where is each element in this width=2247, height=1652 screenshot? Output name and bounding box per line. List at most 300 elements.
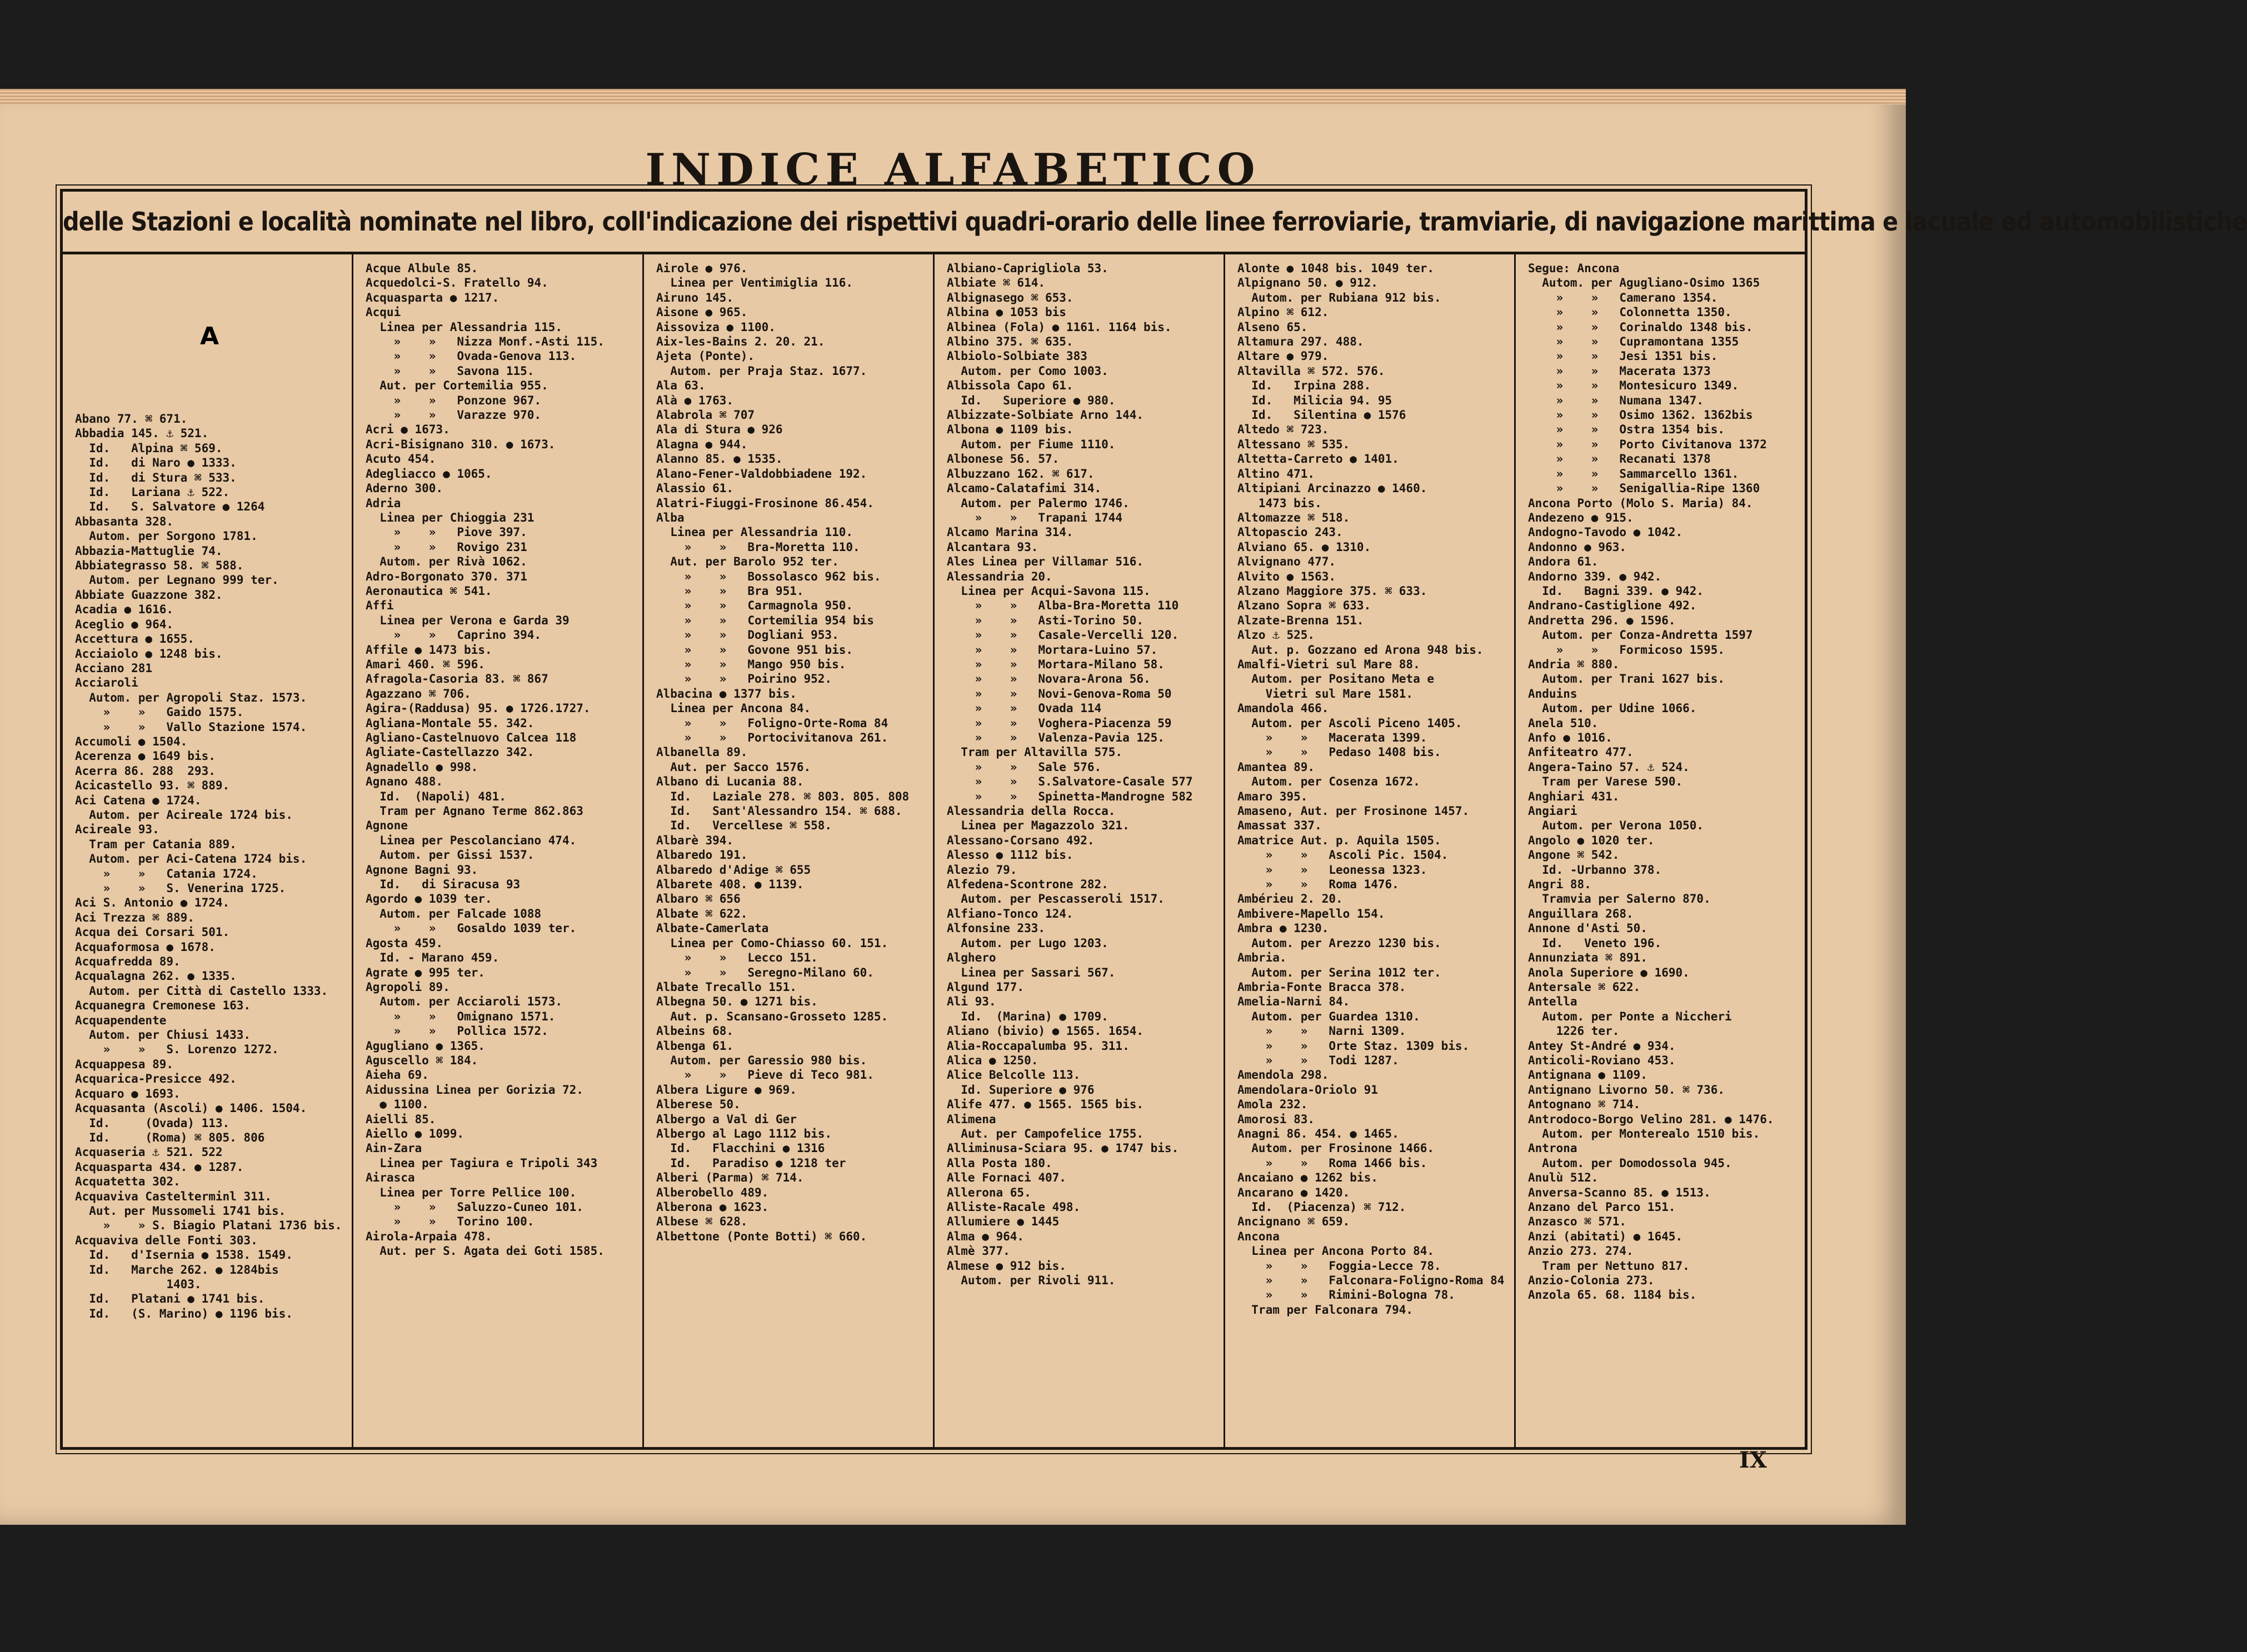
index-entry: Allumiere ● 1445 [947, 1215, 1060, 1229]
index-entry: Alcamo Marina 314. [947, 525, 1073, 539]
index-entry: Aci Catena ● 1724. [75, 793, 202, 807]
index-entry: » » Valenza-Pavia 125. [947, 731, 1165, 744]
index-entry: » » Spinetta-Mandrogne 582 [947, 789, 1193, 803]
index-entry: Agnadello ● 998. [366, 760, 478, 774]
index-entry: » » Rimini-Bologna 78. [1237, 1288, 1455, 1302]
index-entry: » » Varazze 970. [366, 408, 542, 422]
index-entry: » » Ovada 114 [947, 702, 1102, 715]
index-entry: Aiello ● 1099. [366, 1127, 465, 1140]
index-column-6 [1516, 254, 1805, 1447]
index-entry: Autom. per Serina 1012 ter. [1237, 965, 1441, 979]
index-entry: Ales Linea per Villamar 516. [947, 555, 1144, 569]
index-entry: Acadia ● 1616. [75, 603, 174, 617]
index-entry: Acqualagna 262. ● 1335. [75, 969, 237, 983]
index-entry: » » Leonessa 1323. [1237, 863, 1427, 877]
index-entry: Autom. per Rivoli 911. [947, 1274, 1116, 1288]
index-entry: Id. Sant'Alessandro 154. ⌘ 688. [656, 804, 902, 818]
index-entry: Id. (Marina) ● 1709. [947, 1009, 1108, 1023]
index-entry: Id. (Ovada) 113. [75, 1116, 230, 1130]
index-entry: » » Cupramontana 1355 [1528, 335, 1739, 349]
index-entry: Acquafredda 89. [75, 955, 181, 969]
index-entry: Agazzano ⌘ 706. [366, 687, 471, 700]
index-entry: Autom. per Acireale 1724 bis. [75, 808, 293, 822]
index-entry: » » Falconara-Foligno-Roma 84 [1237, 1274, 1505, 1288]
page-edge [0, 89, 1906, 104]
index-entry: Abbiategrasso 58. ⌘ 588. [75, 559, 244, 573]
index-entry: Aderno 300. [366, 482, 443, 495]
index-entry: Id. Laziale 278. ⌘ 803. 805. 808 [656, 789, 910, 803]
index-entry: » » Recanati 1378 [1528, 452, 1711, 466]
index-entry: Almese ● 912 bis. [947, 1259, 1066, 1273]
index-columns [63, 254, 1805, 1447]
index-entry: Autom. per Cosenza 1672. [1237, 775, 1420, 789]
index-entry: Autom. per Chiusi 1433. [75, 1028, 251, 1042]
index-entry: » » Torino 100. [366, 1215, 535, 1229]
index-entry: Vietri sul Mare 1581. [1237, 687, 1414, 700]
index-entry: Aut. per Campofelice 1755. [947, 1127, 1144, 1140]
index-entry: » » S. Lorenzo 1272. [75, 1043, 279, 1057]
index-entry: Acque Albule 85. [366, 262, 478, 275]
index-entry: Anzi (abitati) ● 1645. [1528, 1229, 1683, 1243]
index-entry: Albate-Camerlata [656, 922, 769, 935]
index-entry: Linea per Sassari 567. [947, 965, 1116, 979]
index-entry: Affile ● 1473 bis. [366, 643, 492, 657]
index-entry: Airuno 145. [656, 291, 734, 304]
index-entry: » » Novara-Arona 56. [947, 672, 1151, 686]
index-entry: Aut. per Mussomeli 1741 bis. [75, 1204, 286, 1218]
index-entry: Alassio 61. [656, 482, 734, 495]
index-entry: Alonte ● 1048 bis. 1049 ter. [1237, 262, 1435, 275]
index-entry: Anagni 86. 454. ● 1465. [1237, 1127, 1399, 1140]
index-entry: Alvito ● 1563. [1237, 569, 1336, 583]
index-entry: Linea per Alessandria 115. [366, 320, 563, 334]
index-entry: Albese ⌘ 628. [656, 1215, 748, 1229]
index-entry: Ajeta (Ponte). [656, 349, 755, 363]
index-entry: Adria [366, 496, 401, 510]
index-entry: Autom. per Frosinone 1466. [1237, 1142, 1435, 1155]
index-entry: Autom. per Rivà 1062. [366, 555, 527, 569]
index-entry: Anduins [1528, 687, 1577, 700]
index-entry: Acciano 281 [75, 661, 153, 675]
index-entry: Ambria-Fonte Bracca 378. [1237, 980, 1406, 994]
index-entry: Alife 477. ● 1565. 1565 bis. [947, 1098, 1144, 1112]
index-entry: » » Macerata 1399. [1237, 731, 1427, 744]
index-entry: Autom. per Conza-Andretta 1597 [1528, 628, 1753, 642]
index-entry: 1473 bis. [1237, 496, 1322, 510]
index-entry: Altamura 297. 488. [1237, 335, 1364, 349]
index-entry: Autom. per Falcade 1088 [366, 907, 542, 920]
index-entry: Acquaviva delle Fonti 303. [75, 1233, 258, 1247]
index-entry: » » Todi 1287. [1237, 1053, 1399, 1067]
index-entry: Id. S. Salvatore ● 1264 [75, 500, 265, 514]
section-letter: A [199, 322, 219, 351]
index-entry: Alberi (Parma) ⌘ 714. [656, 1171, 804, 1185]
index-entry: Albiate ⌘ 614. [947, 276, 1046, 290]
index-entry: Adegliacco ● 1065. [366, 467, 492, 480]
index-entry: Acquaviva Castelterminl 311. [75, 1189, 272, 1203]
index-entry: Albuzzano 162. ⌘ 617. [947, 467, 1095, 480]
index-entry: Alberobello 489. [656, 1185, 769, 1199]
index-entry: Aci S. Antonio ● 1724. [75, 896, 230, 910]
index-entry: Autom. per Pescasseroli 1517. [947, 892, 1165, 906]
index-entry: Ancarano ● 1420. [1237, 1185, 1350, 1199]
index-entry: Tramvia per Salerno 870. [1528, 892, 1711, 906]
index-entry: Alliminusa-Sciara 95. ● 1747 bis. [947, 1142, 1179, 1155]
index-entry: Albaredo d'Adige ⌘ 655 [656, 863, 811, 877]
index-entry: Anzio-Colonia 273. [1528, 1274, 1655, 1288]
index-entry: Id. Vercellese ⌘ 558. [656, 819, 832, 833]
index-entry: Autom. per Agugliano-Osimo 1365 [1528, 276, 1760, 290]
index-entry: Autom. per Gissi 1537. [366, 848, 535, 862]
index-entry: Linea per Torre Pellice 100. [366, 1185, 577, 1199]
index-entry: Angera-Taino 57. ⚓ 524. [1528, 760, 1690, 774]
index-entry: Alezio 79. [947, 863, 1017, 877]
index-entry: » » Corinaldo 1348 bis. [1528, 320, 1753, 334]
index-entry: Ambivere-Mapello 154. [1237, 907, 1385, 920]
index-entry: Agliano-Castelnuovo Calcea 118 [366, 731, 577, 744]
index-entry: Alanno 85. ● 1535. [656, 452, 783, 466]
index-entry: Airola-Arpaia 478. [366, 1229, 492, 1243]
index-entry: Abano 77. ⌘ 671. [75, 412, 188, 425]
index-entry: Albiolo-Solbiate 383 [947, 349, 1087, 363]
index-entry: Alpino ⌘ 612. [1237, 306, 1329, 319]
index-entry: Alcantara 93. [947, 540, 1038, 554]
index-entry: » » Orte Staz. 1309 bis. [1237, 1039, 1470, 1053]
index-entry: Algund 177. [947, 980, 1025, 994]
index-entry: Alica ● 1250. [947, 1053, 1038, 1067]
index-entry: Autom. per Ascoli Piceno 1405. [1237, 716, 1462, 730]
index-entry: » » Mortara-Milano 58. [947, 657, 1165, 671]
index-entry: Anghiari 431. [1528, 789, 1620, 803]
index-entry: Acquappesa 89. [75, 1057, 174, 1071]
index-entry: Linea per Magazzolo 321. [947, 819, 1130, 833]
index-entry: Acquapendente [75, 1013, 167, 1027]
index-entry: » » Ascoli Pic. 1504. [1237, 848, 1449, 862]
index-entry: » » Narni 1309. [1237, 1024, 1406, 1038]
index-entry: Altessano ⌘ 535. [1237, 437, 1350, 451]
index-entry: » » Senigallia-Ripe 1360 [1528, 482, 1760, 495]
index-entry: Alle Fornaci 407. [947, 1171, 1066, 1185]
index-entry: Andogno-Tavodo ● 1042. [1528, 525, 1683, 539]
index-entry: » » Sale 576. [947, 760, 1102, 774]
index-entry: Alviano 65. ● 1310. [1237, 540, 1371, 554]
index-entry: Tram per Nettuno 817. [1528, 1259, 1690, 1273]
index-entry: » » Pollica 1572. [366, 1024, 548, 1038]
index-entry: Aeronautica ⌘ 541. [366, 584, 492, 598]
index-entry: Accettura ● 1655. [75, 632, 194, 646]
index-entry: Antersale ⌘ 622. [1528, 980, 1641, 994]
index-entry: Amendola 298. [1237, 1068, 1329, 1082]
index-entry: Albate Trecallo 151. [656, 980, 797, 994]
index-entry: » » Seregno-Milano 60. [656, 965, 874, 979]
index-entry: Angolo ● 1020 ter. [1528, 833, 1655, 847]
index-entry: Affi [366, 599, 394, 613]
index-entry: Angri 88. [1528, 878, 1591, 892]
index-entry: Altino 471. [1237, 467, 1315, 480]
index-entry: Acquaro ● 1693. [75, 1087, 181, 1100]
index-entry: Agliana-Montale 55. 342. [366, 716, 535, 730]
index-entry: Amorosi 83. [1237, 1112, 1315, 1126]
index-entry: » » Roma 1476. [1237, 878, 1399, 892]
index-entry: Autom. per Garessio 980 bis. [656, 1053, 867, 1067]
index-entry: Anversa-Scanno 85. ● 1513. [1528, 1185, 1711, 1199]
index-entry: Linea per Chioggia 231 [366, 510, 535, 524]
index-entry: Alimena [947, 1112, 996, 1126]
index-entry: Amassat 337. [1237, 819, 1322, 833]
index-entry: Acquatetta 302. [75, 1175, 181, 1189]
index-entry: » » Dogliani 953. [656, 628, 839, 642]
index-entry: Autom. per Praja Staz. 1677. [656, 364, 867, 378]
index-entry: » » Carmagnola 950. [656, 599, 853, 613]
index-entry: Alla Posta 180. [947, 1156, 1052, 1170]
index-entry: Abbazia-Mattuglie 74. [75, 544, 223, 558]
index-entry: » » Sammarcello 1361. [1528, 467, 1739, 480]
index-entry: Almè 377. [947, 1244, 1010, 1258]
index-entry: Ancona Porto (Molo S. Maria) 84. [1528, 496, 1753, 510]
index-entry: Autom. per Guardea 1310. [1237, 1009, 1420, 1023]
index-entry: Afragola-Casoria 83. ⌘ 867 [366, 672, 548, 686]
index-entry: Id. Platani ● 1741 bis. [75, 1292, 265, 1306]
index-entry: Ali 93. [947, 995, 996, 1009]
index-entry: Amaseno, Aut. per Frosinone 1457. [1237, 804, 1470, 818]
index-entry: Alzano Sopra ⌘ 633. [1237, 599, 1371, 613]
index-column-4 [935, 254, 1225, 1447]
index-entry: Id. Superiore ● 980. [947, 393, 1116, 407]
index-entry: » » S.Salvatore-Casale 577 [947, 775, 1193, 789]
index-entry: Autom. per Legnano 999 ter. [75, 573, 279, 587]
index-column-3 [644, 254, 935, 1447]
index-entry: Tram per Varese 590. [1528, 775, 1683, 789]
index-entry: Anticoli-Roviano 453. [1528, 1053, 1676, 1067]
index-entry: Alabrola ⌘ 707 [656, 408, 755, 422]
index-entry: Autom. per Rubiana 912 bis. [1237, 291, 1441, 304]
index-entry: Albino 375. ⌘ 635. [947, 335, 1073, 349]
index-entry: Andorno 339. ● 942. [1528, 569, 1662, 583]
index-entry: Alessandria della Rocca. [947, 804, 1116, 818]
index-entry: » » Omignano 1571. [366, 1009, 556, 1023]
index-entry: » » Portocivitanova 261. [656, 731, 888, 744]
index-entry: Antrodoco-Borgo Velino 281. ● 1476. [1528, 1112, 1774, 1126]
index-entry: Tram per Agnano Terme 862.863 [366, 804, 583, 818]
index-entry: Segue: Ancona [1528, 262, 1620, 275]
index-entry: Anguillara 268. [1528, 907, 1634, 920]
index-entry: Altomazze ⌘ 518. [1237, 510, 1350, 524]
index-entry: Acqui [366, 306, 401, 319]
index-entry: Alatri-Fiuggi-Frosinone 86.454. [656, 496, 874, 510]
index-entry: Altare ● 979. [1237, 349, 1329, 363]
index-entry: Id. Marche 262. ● 1284bis [75, 1263, 279, 1276]
index-entry: Albina ● 1053 bis [947, 306, 1066, 319]
index-entry: Alvignano 477. [1237, 555, 1336, 569]
index-entry: Aut. per Barolo 952 ter. [656, 555, 839, 569]
index-entry: Aix-les-Bains 2. 20. 21. [656, 335, 825, 349]
index-entry: » » Ovada-Genova 113. [366, 349, 577, 363]
index-entry: Agira-(Raddusa) 95. ● 1726.1727. [366, 702, 591, 715]
index-entry: Altedo ⌘ 723. [1237, 423, 1329, 437]
index-entry: Acquasparta 434. ● 1287. [75, 1160, 244, 1174]
index-frame [60, 189, 2247, 1450]
index-entry: Alzano Maggiore 375. ⌘ 633. [1237, 584, 1427, 598]
index-entry: Antognano ⌘ 714. [1528, 1098, 1641, 1112]
index-entry: Autom. per Fiume 1110. [947, 437, 1116, 451]
index-entry: Altavilla ⌘ 572. 576. [1237, 364, 1385, 378]
index-entry: Alliste-Racale 498. [947, 1200, 1081, 1214]
page-number: IX [1739, 1447, 1767, 1473]
index-entry: » » Foligno-Orte-Roma 84 [656, 716, 888, 730]
index-entry: Albate ⌘ 622. [656, 907, 748, 920]
index-entry: Alzate-Brenna 151. [1237, 613, 1364, 627]
index-entry: » » Savona 115. [366, 364, 535, 378]
index-entry: » » Catania 1724. [75, 867, 258, 880]
index-entry: Anola Superiore ● 1690. [1528, 965, 1690, 979]
index-entry: Autom. per Udine 1066. [1528, 702, 1697, 715]
index-entry: Anzano del Parco 151. [1528, 1200, 1676, 1214]
index-entry: Id. Flacchini ● 1316 [656, 1142, 825, 1155]
index-entry: Alagna ● 944. [656, 437, 748, 451]
index-entry: Albaredo 191. [656, 848, 748, 862]
index-entry: Linea per Como-Chiasso 60. 151. [656, 936, 888, 950]
index-entry: Allerona 65. [947, 1185, 1031, 1199]
index-entry: Id. (Roma) ⌘ 805. 806 [75, 1130, 265, 1144]
index-entry: Albeins 68. [656, 1024, 734, 1038]
index-entry: Alia-Roccapalumba 95. 311. [947, 1039, 1130, 1053]
index-entry: Id. (Piacenza) ⌘ 712. [1237, 1200, 1406, 1214]
index-entry: Agugliano ● 1365. [366, 1039, 485, 1053]
index-entry: Autom. per Positano Meta e [1237, 672, 1435, 686]
index-entry: Angiari [1528, 804, 1577, 818]
index-entry: Anfo ● 1016. [1528, 731, 1612, 744]
index-entry: Abbiate Guazzone 382. [75, 588, 223, 602]
index-entry: 1403. [75, 1277, 202, 1291]
index-entry: Albera Ligure ● 969. [656, 1083, 797, 1097]
index-entry: » » Ostra 1354 bis. [1528, 423, 1725, 437]
index-entry: Autom. per Agropoli Staz. 1573. [75, 690, 307, 704]
index-entry: Id. (Napoli) 481. [366, 789, 506, 803]
index-entry: » » Vallo Stazione 1574. [75, 720, 307, 734]
index-entry: Acquasparta ● 1217. [366, 291, 500, 304]
index-entry: Albacina ● 1377 bis. [656, 687, 797, 700]
index-entry: » » Asti-Torino 50. [947, 613, 1144, 627]
index-entry: Anulù 512. [1528, 1171, 1599, 1185]
index-entry: » » Govone 951 bis. [656, 643, 853, 657]
index-entry: Acqua dei Corsari 501. [75, 925, 230, 939]
index-entry: » » Gaido 1575. [75, 705, 244, 719]
index-entry: Id. di Stura ⌘ 533. [75, 470, 237, 484]
index-entry: Agnano 488. [366, 775, 443, 789]
index-entry: Tram per Falconara 794. [1237, 1303, 1414, 1316]
index-entry: Amandola 466. [1237, 702, 1329, 715]
index-entry: Linea per Verona e Garda 39 [366, 613, 570, 627]
index-entry: Altopascio 243. [1237, 525, 1343, 539]
index-entry: Annone d'Asti 50. [1528, 922, 1647, 935]
index-entry: Amalfi-Vietri sul Mare 88. [1237, 657, 1420, 671]
index-entry: Accumoli ● 1504. [75, 734, 188, 748]
index-entry: Albissola Capo 61. [947, 379, 1073, 393]
index-entry: Albizzate-Solbiate Arno 144. [947, 408, 1144, 422]
index-entry: Aidussina Linea per Gorizia 72. [366, 1083, 583, 1097]
index-entry: Tram per Catania 889. [75, 837, 237, 851]
index-entry: Linea per Acqui-Savona 115. [947, 584, 1151, 598]
index-entry: Id. d'Isernia ● 1538. 1549. [75, 1248, 293, 1262]
index-entry: » » Porto Civitanova 1372 [1528, 437, 1767, 451]
index-entry: » » Camerano 1354. [1528, 291, 1718, 304]
index-entry: Albarete 408. ● 1139. [656, 878, 804, 892]
index-entry: Tram per Altavilla 575. [947, 745, 1123, 759]
index-entry: Antella [1528, 995, 1577, 1009]
index-entry: Alzo ⚓ 525. [1237, 628, 1315, 642]
index-entry: » » Bra 951. [656, 584, 804, 598]
index-entry: Alfiano-Tonco 124. [947, 907, 1073, 920]
index-entry: Alfedena-Scontrone 282. [947, 878, 1108, 892]
index-entry: Amelia-Narni 84. [1237, 995, 1350, 1009]
index-entry: Linea per Alessandria 110. [656, 525, 853, 539]
index-entry: Autom. per Palermo 1746. [947, 496, 1130, 510]
index-entry: Acquaseria ⚓ 521. 522 [75, 1145, 223, 1159]
index-entry: » » Montesicuro 1349. [1528, 379, 1739, 393]
index-entry: Alghero [947, 951, 996, 965]
index-entry: » » Formicoso 1595. [1528, 643, 1725, 657]
index-entry: Annunziata ⌘ 891. [1528, 951, 1647, 965]
index-entry: Alessano-Corsano 492. [947, 833, 1095, 847]
index-entry: » » Ponzone 967. [366, 393, 542, 407]
index-entry: Id. Silentina ● 1576 [1237, 408, 1406, 422]
index-entry: Angone ⌘ 542. [1528, 848, 1620, 862]
index-entry: Albenga 61. [656, 1039, 734, 1053]
index-entry: Aut. per Sacco 1576. [656, 760, 811, 774]
index-entry: Acri-Bisignano 310. ● 1673. [366, 437, 556, 451]
index-entry: Albergo al Lago 1112 bis. [656, 1127, 832, 1140]
index-entry: Autom. per Lugo 1203. [947, 936, 1108, 950]
index-entry: Ala 63. [656, 379, 706, 393]
index-entry: Antignana ● 1109. [1528, 1068, 1647, 1082]
index-entry: Ambérieu 2. 20. [1237, 892, 1343, 906]
index-entry: Id. -Urbanno 378. [1528, 863, 1662, 877]
index-entry: » » Cortemilia 954 bis [656, 613, 874, 627]
index-entry: Acquedolci-S. Fratello 94. [366, 276, 548, 290]
index-entry: Agosta 459. [366, 936, 443, 950]
index-entry: Andezeno ● 915. [1528, 510, 1634, 524]
index-entry: Agnone Bagni 93. [366, 863, 478, 877]
index-entry: Autom. per Città di Castello 1333. [75, 984, 328, 998]
index-entry: Andrano-Castiglione 492. [1528, 599, 1697, 613]
index-entry: » » Jesi 1351 bis. [1528, 349, 1718, 363]
index-entry: Acireale 93. [75, 823, 159, 837]
index-entry: Linea per Tagiura e Tripoli 343 [366, 1156, 598, 1170]
index-entry: Acquanegra Cremonese 163. [75, 999, 251, 1013]
index-entry: Alseno 65. [1237, 320, 1308, 334]
index-entry: Aieha 69. [366, 1068, 429, 1082]
index-entry: Acuto 454. [366, 452, 436, 466]
index-entry: Acciaiolo ● 1248 bis. [75, 647, 223, 660]
index-entry: Albona ● 1109 bis. [947, 423, 1073, 437]
index-entry: Linea per Ancona Porto 84. [1237, 1244, 1435, 1258]
index-entry: Alberona ● 1623. [656, 1200, 769, 1214]
index-entry: Aceglio ● 964. [75, 617, 174, 631]
index-entry: Ala di Stura ● 926 [656, 423, 783, 437]
index-entry: Id. di Siracusa 93 [366, 878, 521, 892]
index-entry: Alano-Fener-Valdobbiadene 192. [656, 467, 867, 480]
index-entry: Alice Belcolle 113. [947, 1068, 1081, 1082]
index-entry: Autom. per Aci-Catena 1724 bis. [75, 852, 307, 866]
index-column-1 [63, 254, 353, 1447]
index-entry: » » Nizza Monf.-Asti 115. [366, 335, 605, 349]
index-entry: Autom. per Verona 1050. [1528, 819, 1704, 833]
index-entry: Acquarica-Presicce 492. [75, 1072, 237, 1086]
index-entry: Albegna 50. ● 1271 bis. [656, 995, 818, 1009]
index-entry: Altetta-Carreto ● 1401. [1237, 452, 1399, 466]
index-entry: Linea per Ancona 84. [656, 702, 811, 715]
index-entry: Anzio 273. 274. [1528, 1244, 1634, 1258]
